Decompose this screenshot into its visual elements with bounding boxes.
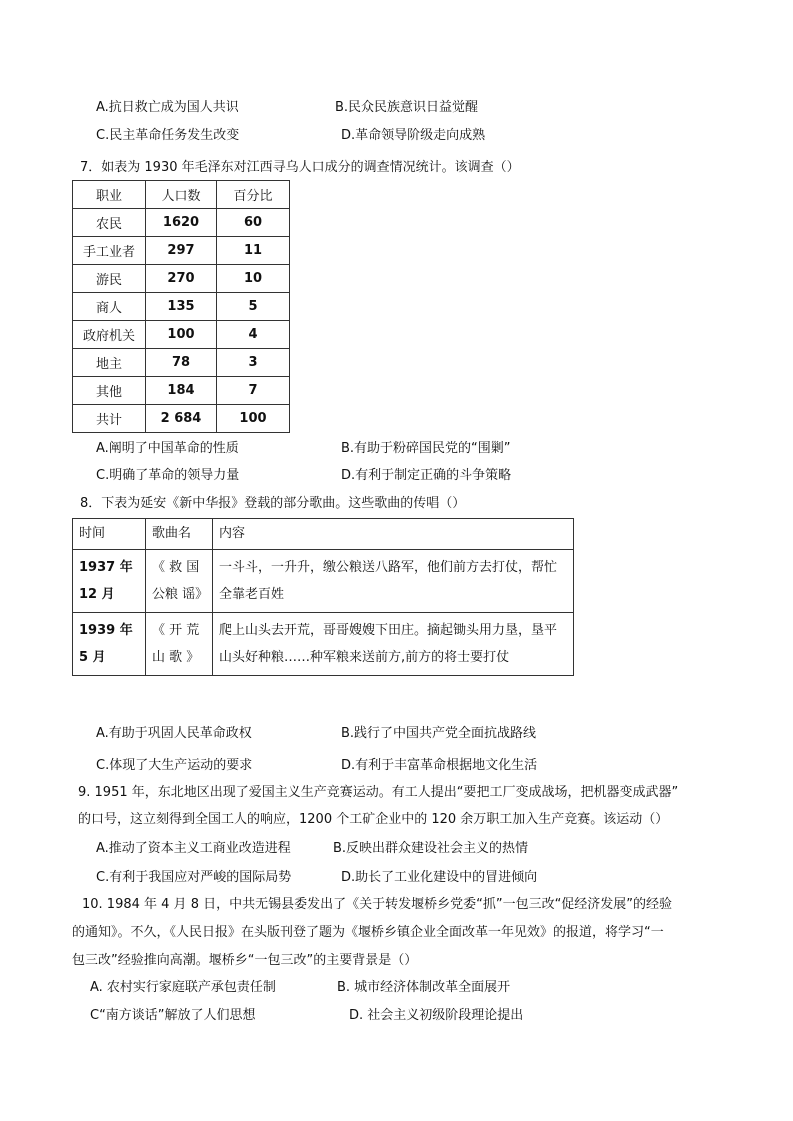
table-cell: 135 xyxy=(146,293,217,321)
q8-option-c: C.体现了大生产运动的要求 xyxy=(96,758,253,773)
q6-option-c: C.民主革命任务发生改变 xyxy=(96,128,240,143)
header-cell: 时间 xyxy=(73,519,146,550)
q9-option-c: C.有利于我国应对严峻的国际局势 xyxy=(96,870,292,885)
table-cell: 297 xyxy=(146,237,217,265)
table-cell: 184 xyxy=(146,377,217,405)
q6-option-b: B.民众民族意识日益觉醒 xyxy=(335,100,479,115)
table-row xyxy=(73,613,574,676)
table-row xyxy=(73,321,290,349)
q9-option-b: B.反映出群众建设社会主义的热情 xyxy=(333,841,529,856)
table-cell: 100 xyxy=(217,405,290,433)
q9-stem-line2: 的口号，这立刻得到全国工人的响应，1200 个工矿企业中的 120 余万职工加入生产竞赛。该运动（） xyxy=(78,812,669,827)
header-cell: 人口数 xyxy=(146,181,217,209)
table-cell: 1939 年 5 月 xyxy=(73,613,146,676)
table-row xyxy=(73,550,574,613)
q7-option-a: A.阐明了中国革命的性质 xyxy=(96,441,239,456)
table-cell: 爬上山头去开荒，哥哥嫂嫂下田庄。摘起锄头用力垦，垦平山头好种粮……种军粮来送前方,前方的将士要打仗 xyxy=(213,613,574,676)
table-cell: 4 xyxy=(217,321,290,349)
q10-stem-line3: 包三改”经验推向高潮。堰桥乡“一包三改”的主要背景是（） xyxy=(72,953,418,968)
table-cell: 60 xyxy=(217,209,290,237)
q7-option-c: C.明确了革命的领导力量 xyxy=(96,468,240,483)
table-cell: 农民 xyxy=(73,209,146,237)
table-row xyxy=(73,209,290,237)
table-cell: 78 xyxy=(146,349,217,377)
q6-option-a: A.抗日救亡成为国人共识 xyxy=(96,100,239,115)
table-cell: 商人 xyxy=(73,293,146,321)
q7-stem: 7．如表为 1930 年毛泽东对江西寻乌人口成分的调查情况统计。该调查（） xyxy=(80,160,520,175)
table-row xyxy=(73,405,290,433)
table-cell: 其他 xyxy=(73,377,146,405)
table-header-row xyxy=(73,181,290,209)
q10-stem-line1: 10. 1984 年 4 月 8 日，中共无锡县委发出了《关于转发堰桥乡党委“抓”一包三改“促经济发展”的经验 xyxy=(82,897,673,912)
table-cell: 1937 年 12 月 xyxy=(73,550,146,613)
q9-stem-line1: 9. 1951 年，东北地区出现了爱国主义生产竞赛运动。有工人提出“要把工厂变成战场，把机器变成武器” xyxy=(78,785,679,800)
q10-stem-line2: 的通知》。不久，《人民日报》在头版刊登了题为《堰桥乡镇企业全面改革一年见效》的报道，将学习“一 xyxy=(72,925,664,940)
q8-option-a: A.有助于巩固人民革命政权 xyxy=(96,726,252,741)
q10-option-c: C“南方谈话”解放了人们思想 xyxy=(90,1008,256,1023)
table-cell: 政府机关 xyxy=(73,321,146,349)
table-row xyxy=(73,349,290,377)
q9-option-d: D.助长了工业化建设中的冒进倾向 xyxy=(341,870,538,885)
q10-option-d: D. 社会主义初级阶段理论提出 xyxy=(349,1008,524,1023)
table-header-row xyxy=(73,519,574,550)
table-cell: 一斗斗，一升升，缴公粮送八路军，他们前方去打仗，帮忙全靠老百姓 xyxy=(213,550,574,613)
q10-option-a: A. 农村实行家庭联产承包责任制 xyxy=(90,980,276,995)
table-cell: 共计 xyxy=(73,405,146,433)
table-cell: 7 xyxy=(217,377,290,405)
table-cell: 游民 xyxy=(73,265,146,293)
table-cell: 地主 xyxy=(73,349,146,377)
header-cell: 百分比 xyxy=(217,181,290,209)
q9-option-a: A.推动了资本主义工商业改造进程 xyxy=(96,841,291,856)
q10-option-b: B. 城市经济体制改革全面展开 xyxy=(337,980,511,995)
q8-stem: 8．下表为延安《新中华报》登载的部分歌曲。这些歌曲的传唱（） xyxy=(80,496,466,511)
table-cell: 手工业者 xyxy=(73,237,146,265)
header-cell: 职业 xyxy=(73,181,146,209)
table-cell: 2 684 xyxy=(146,405,217,433)
header-cell: 歌曲名 xyxy=(146,519,213,550)
table-cell: 11 xyxy=(217,237,290,265)
table-cell: 5 xyxy=(217,293,290,321)
q8-option-d: D.有利于丰富革命根据地文化生活 xyxy=(341,758,538,773)
table-row xyxy=(73,265,290,293)
q7-population-table xyxy=(72,180,290,433)
q7-option-b: B.有助于粉碎国民党的“围剿” xyxy=(341,441,511,456)
table-cell: 1620 xyxy=(146,209,217,237)
table-cell: 3 xyxy=(217,349,290,377)
q7-option-d: D.有利于制定正确的斗争策略 xyxy=(341,468,512,483)
table-row xyxy=(73,237,290,265)
table-cell: 10 xyxy=(217,265,290,293)
q8-option-b: B.践行了中国共产党全面抗战路线 xyxy=(341,726,537,741)
q8-songs-table xyxy=(72,518,574,676)
header-cell: 内容 xyxy=(213,519,574,550)
table-row xyxy=(73,377,290,405)
table-cell: 《 开 荒 山 歌 》 xyxy=(146,613,213,676)
table-cell: 《 救 国公粮 谣》 xyxy=(146,550,213,613)
table-cell: 100 xyxy=(146,321,217,349)
table-row xyxy=(73,293,290,321)
table-cell: 270 xyxy=(146,265,217,293)
q6-option-d: D.革命领导阶级走向成熟 xyxy=(341,128,486,143)
